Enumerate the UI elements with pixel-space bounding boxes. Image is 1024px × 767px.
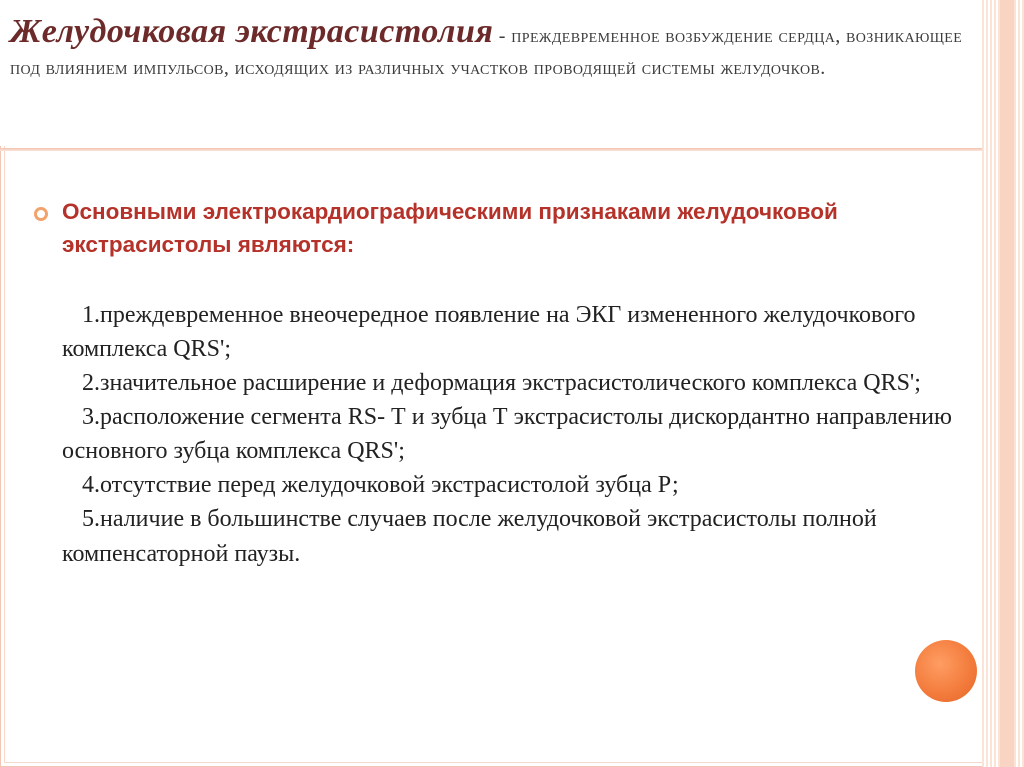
criteria-list (62, 298, 972, 571)
orange-circle-icon (915, 640, 977, 702)
slide-title (10, 10, 972, 81)
lead-text: Основными электрокардиографическими признаками желудочковой экстрасистолы являются: (62, 199, 838, 257)
list-item: 3.расположение сегмента RS- Т и зубца Т экстрасистолы дискордантно направлению основного зубца комплекса QRS'; (62, 404, 952, 465)
list-item: 5.наличие в большинстве случаев после желудочковой экстрасистолы полной компенсаторной паузы. (62, 506, 877, 567)
right-decorative-bar (1000, 0, 1014, 767)
title-term: Желудочковая экстрасистолия (10, 13, 494, 50)
list-item: 4.отсутствие перед желудочковой экстрасистолой зубца Р; (82, 472, 679, 499)
title-definition: - преждевременное возбуждение сердца, возникающее под влиянием импульсов, исходящих из различных участков проводящей системы желудочков. (10, 25, 963, 79)
list-item: 2.значительное расширение и деформация экстрасистолического комплекса QRS'; (82, 370, 921, 397)
header-divider (0, 148, 982, 151)
list-item: 1.преждевременное внеочередное появление на ЭКГ измененного желудочкового комплекса QRS'; (62, 302, 916, 363)
ring-bullet-icon (34, 207, 48, 221)
